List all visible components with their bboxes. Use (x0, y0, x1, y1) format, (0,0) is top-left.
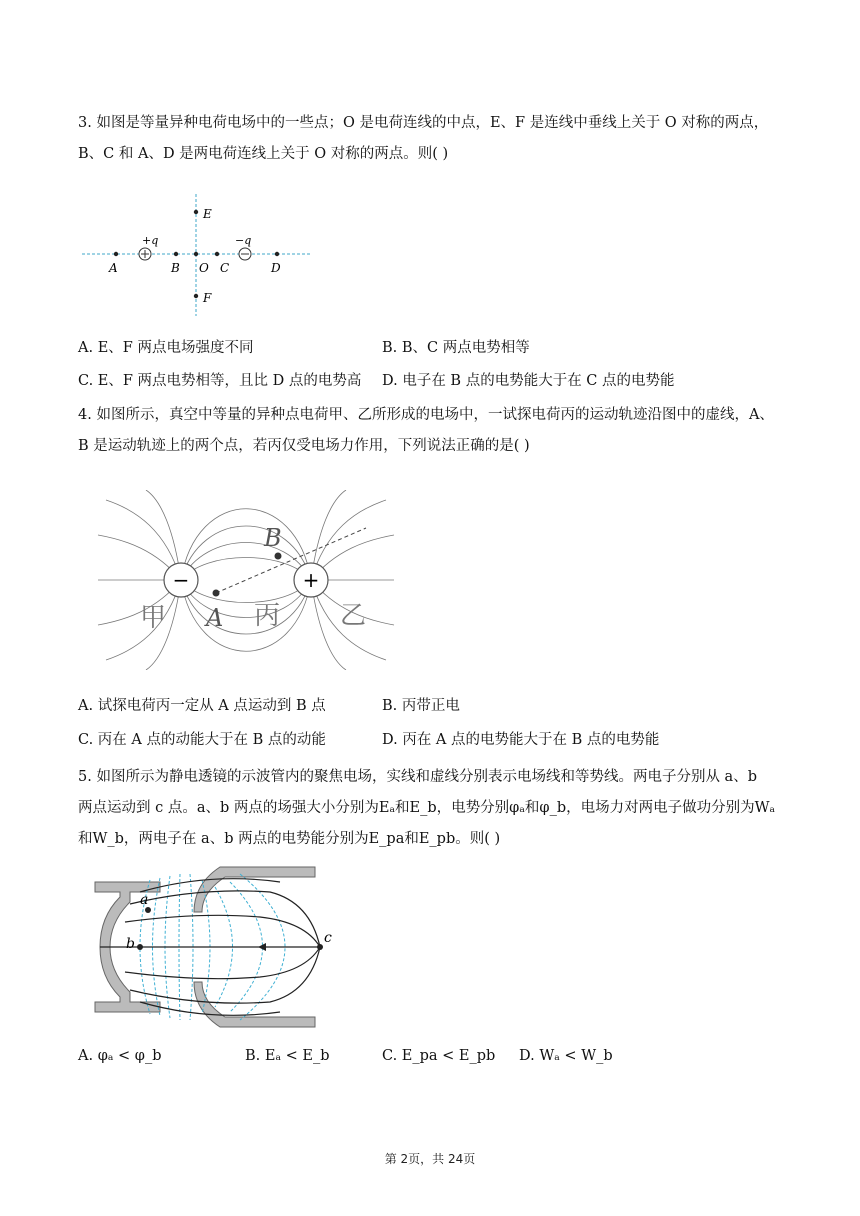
q4-point-A (213, 590, 220, 597)
q4-field-lines (98, 490, 394, 670)
question-3-stem (78, 108, 784, 170)
q4-option-B[interactable]: B. 丙带正电 (382, 698, 460, 714)
q5-line3: 和W_b，两电子在 a、b 两点的电势能分别为E_pa和E_pb。则( ) (78, 831, 501, 847)
q3-line2: B、C 和 A、D 是两电荷连线上关于 O 对称的两点。则( ) (78, 146, 449, 162)
page-footer: 第 2页，共 24页 (384, 1152, 476, 1166)
q4-negative-sign: − (172, 568, 190, 592)
q3-point-F (194, 294, 198, 298)
q3-figure (80, 190, 320, 318)
q3-label-O: O (199, 261, 209, 275)
q4-option-A[interactable]: A. 试探电荷丙一定从 A 点运动到 B 点 (78, 698, 326, 714)
question-4-stem (78, 400, 784, 462)
q4-figure (96, 490, 396, 670)
q4-option-C[interactable]: C. 丙在 A 点的动能大于在 B 点的动能 (78, 732, 326, 748)
q5-point-b (137, 944, 143, 950)
q3-point-O (194, 252, 198, 256)
question-5-stem (78, 762, 784, 855)
q4-line1: 4. 如图所示，真空中等量的异种点电荷甲、乙所形成的电场中，一试探电荷丙的运动轨迹沿图中的虚线，A、 (78, 407, 774, 423)
q3-label-minus-q: −q (235, 234, 252, 247)
q5-label-c: c (324, 930, 332, 946)
q4-point-B (275, 553, 282, 560)
q3-point-C (215, 252, 219, 256)
q3-line1: 3. 如图是等量异种电荷电场中的一些点；O 是电荷连线的中点，E、F 是连线中垂线上关于 O 对称的两点， (78, 115, 769, 131)
q3-point-E (194, 210, 198, 214)
q3-label-E: E (203, 207, 212, 221)
q5-point-c (317, 944, 323, 950)
q5-label-a: a (140, 892, 149, 908)
q3-label-A: A (109, 261, 118, 275)
q3-point-A (114, 252, 118, 256)
q4-option-D[interactable]: D. 丙在 A 点的电势能大于在 B 点的电势能 (382, 732, 660, 748)
q5-option-C[interactable]: C. E_pa < E_pb (382, 1048, 496, 1064)
q3-option-B[interactable]: B. B、C 两点电势相等 (382, 340, 530, 356)
q5-option-B[interactable]: B. Eₐ < E_b (245, 1048, 330, 1064)
q5-line2: 两点运动到 c 点。a、b 两点的场强大小分别为Eₐ和E_b，电势分别φₐ和φ_b，电场力对两电子做功分别为Wₐ (78, 800, 776, 816)
q5-option-A[interactable]: A. φₐ < φ_b (78, 1048, 162, 1064)
q4-label-A: A (206, 604, 224, 632)
q3-point-B (174, 252, 178, 256)
q3-label-F: F (203, 291, 212, 305)
q5-option-D[interactable]: D. Wₐ < W_b (519, 1048, 613, 1064)
q3-label-C: C (220, 261, 230, 275)
q4-label-bing: 丙 (254, 601, 281, 631)
q5-figure (90, 862, 350, 1032)
q4-label-B: B (264, 524, 282, 552)
q3-option-C[interactable]: C. E、F 两点电势相等，且比 D 点的电势高 (78, 373, 362, 389)
q3-point-D (275, 252, 279, 256)
q5-label-b: b (126, 936, 135, 952)
q4-line2: B 是运动轨迹上的两个点，若丙仅受电场力作用，下列说法正确的是( ) (78, 438, 530, 454)
q4-positive-sign: + (302, 568, 320, 592)
q3-option-D[interactable]: D. 电子在 B 点的电势能大于在 C 点的电势能 (382, 373, 675, 389)
q5-electrode-left-bottom (95, 947, 160, 1012)
q3-label-B: B (171, 261, 180, 275)
q4-label-yi: 乙 (340, 601, 367, 631)
q3-label-plus-q: +q (142, 234, 159, 247)
q4-trajectory (216, 528, 366, 593)
q3-label-D: D (271, 261, 281, 275)
q4-label-jia: 甲 (140, 603, 167, 633)
q3-option-A[interactable]: A. E、F 两点电场强度不同 (78, 340, 254, 356)
q5-line1: 5. 如图所示为静电透镜的示波管内的聚焦电场，实线和虚线分别表示电场线和等势线。两电子分别从 a、b (78, 769, 757, 785)
